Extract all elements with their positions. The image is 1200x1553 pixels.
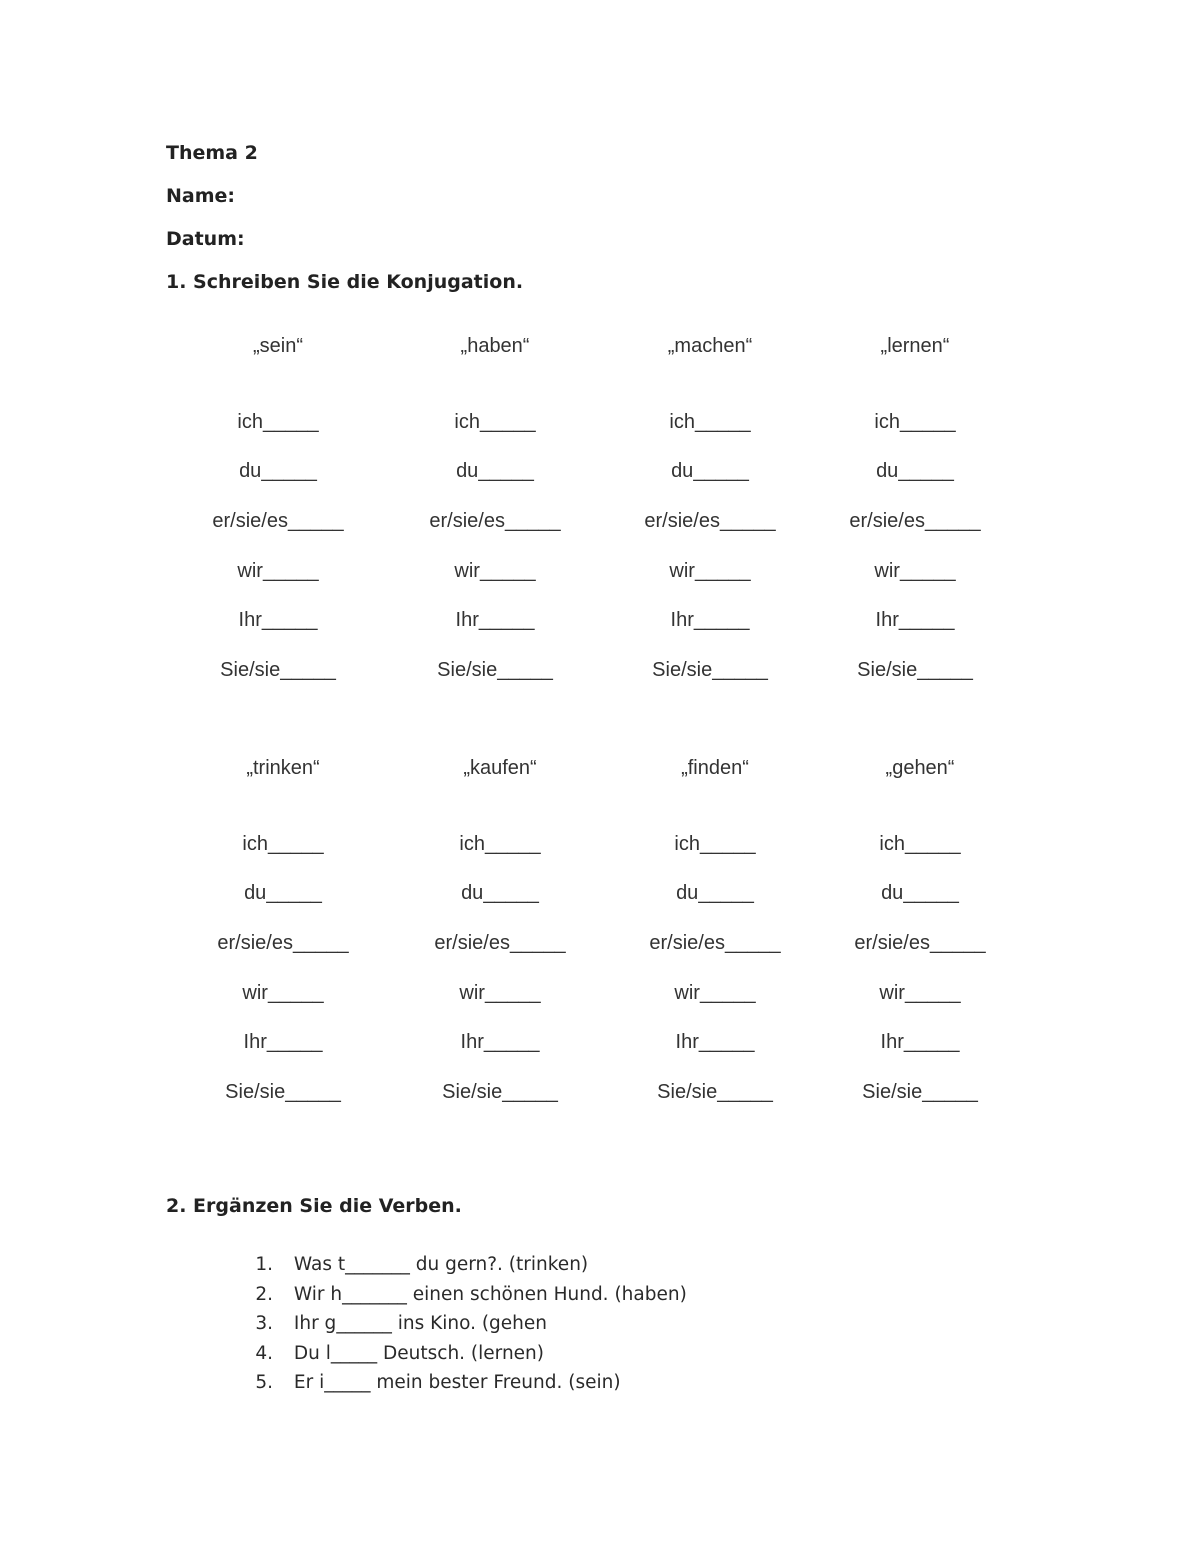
- item-rest: du gern?. (trinken): [415, 1254, 589, 1275]
- item-blank: _______: [342, 1283, 407, 1305]
- item-start: Er i: [293, 1372, 325, 1393]
- list-item: [230, 1250, 687, 1280]
- pronoun-row: Ihr_____: [243, 1031, 323, 1053]
- verb-column-machen: [595, 335, 825, 695]
- item-blank: ______: [336, 1313, 392, 1334]
- pronoun-row: Ihr_____: [880, 1031, 960, 1053]
- item-number: 3.: [255, 1313, 273, 1334]
- pronoun-row: du_____: [676, 882, 754, 904]
- pronoun-row: du_____: [239, 460, 317, 482]
- verb-title: „lernen“: [880, 335, 950, 357]
- task2-title: 2. Ergänzen Sie die Verben.: [166, 1195, 462, 1217]
- pronoun-row: ich_____: [879, 833, 961, 855]
- list-item: [230, 1339, 687, 1369]
- pronoun-row: Sie/sie_____: [225, 1081, 341, 1103]
- list-item: [230, 1368, 687, 1398]
- item-start: Ihr g: [293, 1313, 337, 1334]
- pronoun-row: Ihr_____: [460, 1031, 540, 1053]
- pronoun-row: Sie/sie_____: [652, 659, 768, 681]
- item-number: 1.: [255, 1254, 273, 1275]
- date-label: Datum:: [166, 228, 245, 250]
- pronoun-row: wir_____: [674, 982, 756, 1004]
- verb-column-haben: [380, 335, 610, 695]
- item-rest: ins Kino. (gehen: [397, 1313, 548, 1334]
- verb-column-finden: [600, 757, 830, 1117]
- pronoun-row: ich_____: [874, 411, 956, 433]
- pronoun-row: Ihr_____: [670, 609, 750, 631]
- pronoun-row: Sie/sie_____: [857, 659, 973, 681]
- pronoun-row: ich_____: [459, 833, 541, 855]
- verb-title: „machen“: [667, 335, 753, 357]
- pronoun-row: du_____: [671, 460, 749, 482]
- pronoun-row: wir_____: [237, 560, 319, 582]
- pronoun-row: ich_____: [237, 411, 319, 433]
- pronoun-row: Sie/sie_____: [220, 659, 336, 681]
- item-rest: mein bester Freund. (sein): [376, 1372, 621, 1393]
- pronoun-row: du_____: [456, 460, 534, 482]
- verb-column-trinken: [168, 757, 398, 1117]
- fill-in-list: [230, 1250, 687, 1398]
- pronoun-row: wir_____: [669, 560, 751, 582]
- item-start: Wir h: [293, 1283, 343, 1305]
- item-number: 4.: [255, 1342, 273, 1364]
- verb-title: „trinken“: [246, 757, 320, 779]
- verb-title: „haben“: [460, 335, 530, 357]
- pronoun-row: ich_____: [674, 833, 756, 855]
- pronoun-row: du_____: [461, 882, 539, 904]
- list-item: [230, 1280, 687, 1310]
- pronoun-row: Sie/sie_____: [657, 1081, 773, 1103]
- topic-title: Thema 2: [166, 142, 258, 164]
- pronoun-row: er/sie/es_____: [854, 932, 986, 954]
- verb-title: „sein“: [252, 335, 303, 357]
- item-blank: _______: [345, 1254, 410, 1275]
- pronoun-row: du_____: [881, 882, 959, 904]
- pronoun-row: wir_____: [242, 982, 324, 1004]
- item-rest: Deutsch. (lernen): [383, 1342, 545, 1364]
- item-start: Du l: [293, 1342, 331, 1364]
- pronoun-row: er/sie/es_____: [212, 510, 344, 532]
- item-rest: einen schönen Hund. (haben): [412, 1283, 687, 1305]
- item-number: 5.: [255, 1372, 273, 1393]
- pronoun-row: er/sie/es_____: [644, 510, 776, 532]
- verb-title: „gehen“: [885, 757, 955, 779]
- pronoun-row: er/sie/es_____: [849, 510, 981, 532]
- item-number: 2.: [255, 1283, 273, 1305]
- pronoun-row: ich_____: [242, 833, 324, 855]
- item-blank: _____: [324, 1372, 371, 1393]
- pronoun-row: Ihr_____: [455, 609, 535, 631]
- verb-title: „finden“: [681, 757, 749, 779]
- verb-column-gehen: [805, 757, 1035, 1117]
- pronoun-row: du_____: [244, 882, 322, 904]
- pronoun-row: wir_____: [879, 982, 961, 1004]
- pronoun-row: er/sie/es_____: [217, 932, 349, 954]
- pronoun-row: Sie/sie_____: [862, 1081, 978, 1103]
- pronoun-row: wir_____: [454, 560, 536, 582]
- pronoun-row: er/sie/es_____: [649, 932, 781, 954]
- verb-column-kaufen: [385, 757, 615, 1117]
- pronoun-row: Ihr_____: [875, 609, 955, 631]
- task1-title: 1. Schreiben Sie die Konjugation.: [166, 271, 524, 293]
- pronoun-row: du_____: [876, 460, 954, 482]
- pronoun-row: er/sie/es_____: [434, 932, 566, 954]
- name-label: Name:: [166, 185, 236, 207]
- pronoun-row: wir_____: [459, 982, 541, 1004]
- list-item: [230, 1309, 687, 1339]
- item-start: Was t: [293, 1254, 346, 1275]
- pronoun-row: Sie/sie_____: [437, 659, 553, 681]
- pronoun-row: Ihr_____: [238, 609, 318, 631]
- verb-column-sein: [163, 335, 393, 695]
- pronoun-row: ich_____: [454, 411, 536, 433]
- verb-title: „kaufen“: [463, 757, 537, 779]
- pronoun-row: Sie/sie_____: [442, 1081, 558, 1103]
- item-blank: _____: [330, 1342, 378, 1364]
- pronoun-row: ich_____: [669, 411, 751, 433]
- pronoun-row: er/sie/es_____: [429, 510, 561, 532]
- pronoun-row: wir_____: [874, 560, 956, 582]
- verb-column-lernen: [800, 335, 1030, 695]
- pronoun-row: Ihr_____: [675, 1031, 755, 1053]
